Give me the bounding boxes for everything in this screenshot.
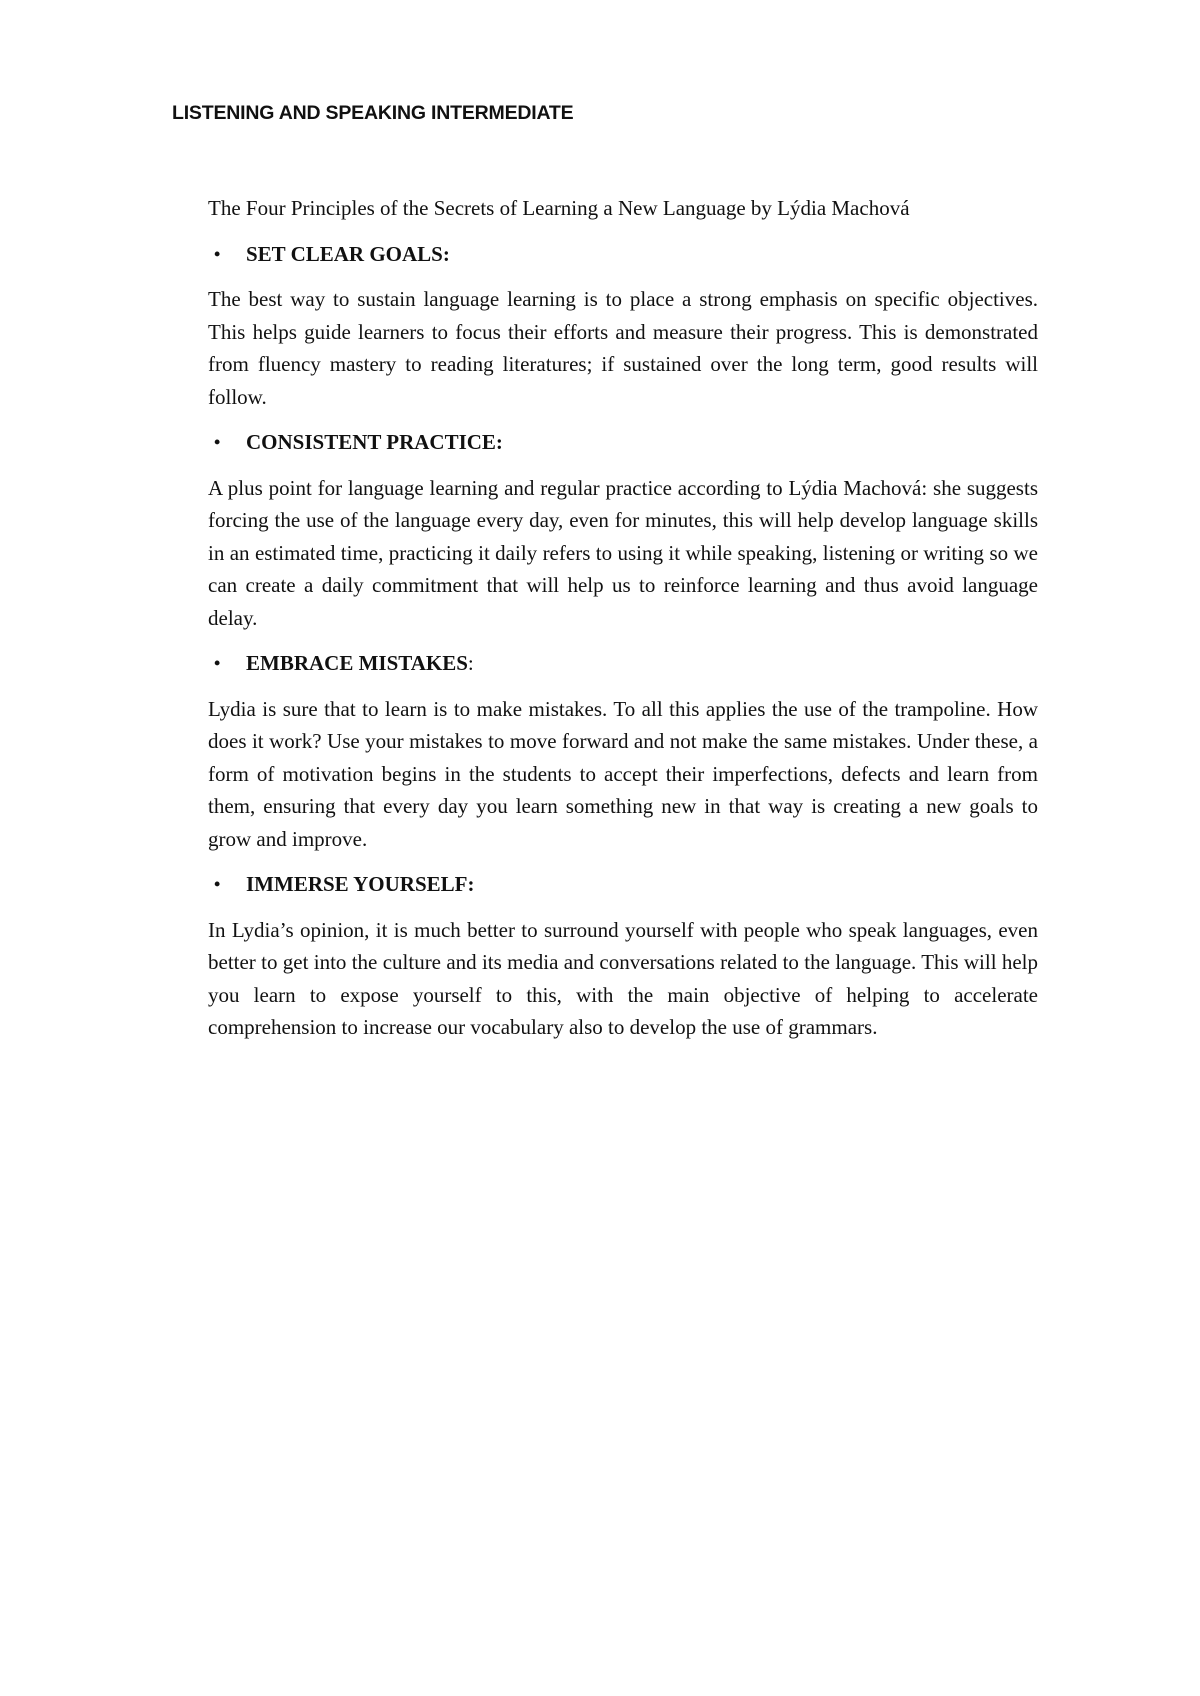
section-heading-colon: : (467, 651, 474, 675)
section-heading (208, 426, 1038, 459)
section-heading (208, 647, 1038, 680)
bullet-icon: • (214, 653, 221, 673)
bullet-icon: • (214, 874, 221, 894)
document-content (208, 192, 1038, 1057)
section-body: In Lydia’s opinion, it is much better to surround yourself with people who speak languages, even better to get into the culture and its media and conversations related to the language. This will help you learn to expose yourself to this, with the main objective of helping to accelerate comprehension to increase our vocabulary also to develop the use of grammars. (208, 917, 1038, 1039)
section-embrace-mistakes (208, 647, 1038, 855)
section-heading (208, 868, 1038, 901)
document-title: LISTENING AND SPEAKING INTERMEDIATE (172, 102, 574, 124)
bullet-icon: • (214, 243, 221, 264)
section-consistent-practice (208, 426, 1038, 634)
bullet-icon: • (214, 432, 221, 452)
section-body: A plus point for language learning and regular practice according to Lýdia Machová: she suggests forcing the use of the language every day, even for minutes, this will help develop language skills in an estimated time, practicing it daily refers to using it while speaking, listening or writing so we can create a daily commitment that will help us to reinforce learning and thus avoid language delay. (208, 475, 1038, 630)
document-subtitle: The Four Principles of the Secrets of Learning a New Language by Lýdia Machová (208, 196, 910, 220)
section-set-clear-goals (208, 238, 1038, 414)
section-heading-label: CONSISTENT PRACTICE: (246, 430, 503, 454)
section-heading-label: EMBRACE MISTAKES (246, 651, 468, 675)
section-heading-label: IMMERSE YOURSELF: (246, 872, 475, 896)
section-immerse-yourself (208, 868, 1038, 1044)
section-heading-label: SET CLEAR GOALS: (246, 241, 450, 266)
section-heading (208, 238, 1038, 271)
section-body: Lydia is sure that to learn is to make mistakes. To all this applies the use of the trampoline. How does it work? Use your mistakes to move forward and not make the same mistakes. Under these, a form of motivation begins in the students to accept their imperfections, defects and learn from them, ensuring that every day you learn something new in that way is creating a new goals to grow and improve. (208, 696, 1038, 851)
section-body: The best way to sustain language learning is to place a strong emphasis on specific objectives. This helps guide learners to focus their efforts and measure their progress. This is demonstrated from fluency mastery to reading literatures; if sustained over the long term, good results will follow. (208, 287, 1038, 409)
